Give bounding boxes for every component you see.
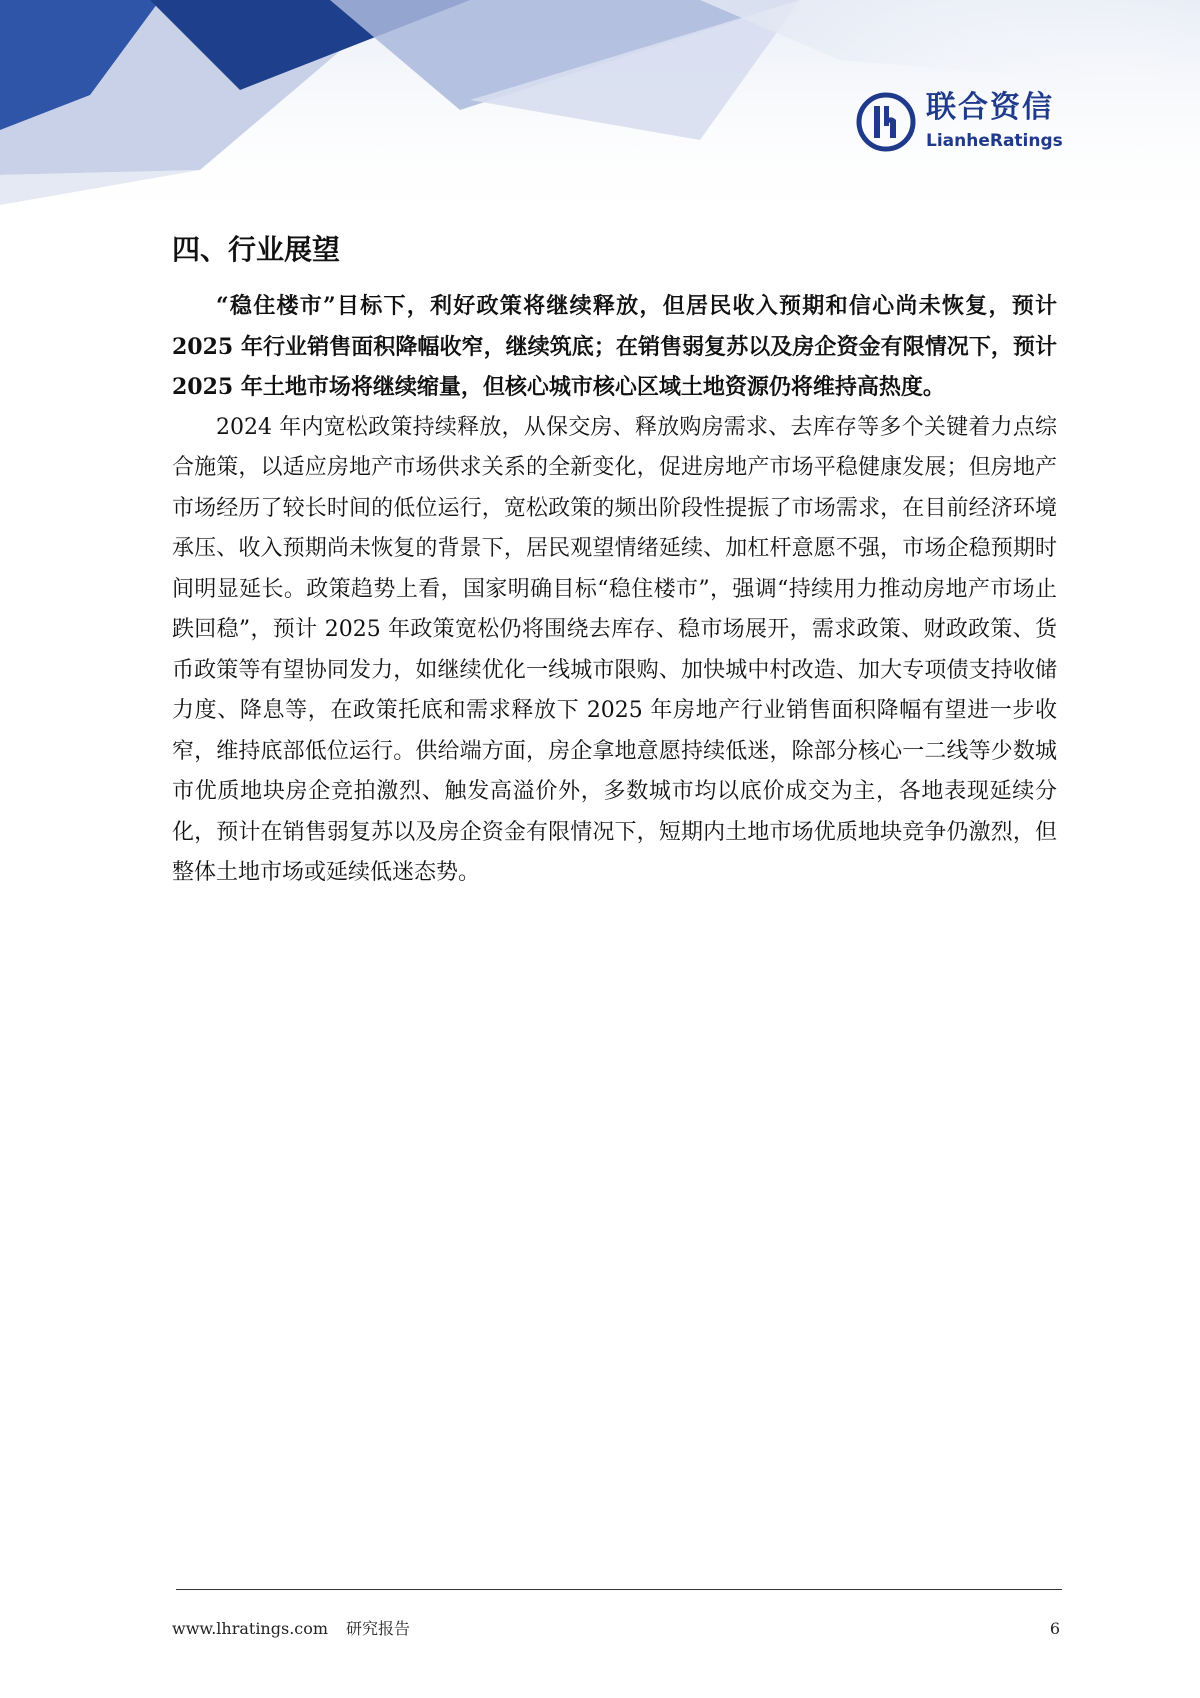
footer-website: www.lhratings.com <box>172 1619 329 1638</box>
section-heading: 四、行业展望 <box>172 233 341 266</box>
brand-name-en: LianheRatings <box>926 131 1063 151</box>
footer-divider <box>176 1589 1062 1590</box>
brand-logo <box>856 88 1086 160</box>
footer-doc-type: 研究报告 <box>346 1619 411 1638</box>
body-paragraph: 2024 年内宽松政策持续释放，从保交房、释放购房需求、去库存等多个关键着力点综合施策，以适应房地产市场供求关系的全新变化，促进房地产市场平稳健康发展；但房地产市场经历了较长时间的低位运行，宽松政策的频出阶段性提振了市场需求，在目前经济环境承压、收入预期尚未恢复的背景下，居民观望情绪延续、加杠杆意愿不强，市场企稳预期时间明显延长。政策趋势上看，国家明确目标“稳住楼市”，强调“持续用力推动房地产市场止跌回稳”，预计 2025 年政策宽松仍将围绕去库存、稳市场展开，需求政策、财政政策、货币政策等有望协同发力，如继续优化一线城市限购、加快城中村改造、加大专项债支持收储力度、降息等，在政策托底和需求释放下 2025 年房地产行业销售面积降幅有望进一步收窄，维持底部低位运行。供给端方面，房企拿地意愿持续低迷，除部分核心一二线等少数城市优质地块房企竞拍激烈、触发高溢价外，多数城市均以底价成交为主，各地表现延续分化，预计在销售弱复苏以及房企资金有限情况下，短期内土地市场优质地块竞争仍激烈，但整体土地市场或延续低迷态势。 <box>172 414 1057 885</box>
footer-info <box>172 1618 428 1640</box>
section-body <box>172 286 1057 894</box>
summary-paragraph: “稳住楼市”目标下，利好政策将继续释放，但居民收入预期和信心尚未恢复，预计 2025 年行业销售面积降幅收窄，继续筑底；在销售弱复苏以及房企资金有限情况下，预计 2025 年土地市场将继续缩量，但核心城市核心区域土地资源仍将维持高热度。 <box>172 293 1057 400</box>
lianhe-ratings-logo-icon <box>856 92 916 152</box>
brand-name-cn: 联合资信 <box>926 90 1054 125</box>
page-number: 6 <box>1049 1619 1060 1638</box>
